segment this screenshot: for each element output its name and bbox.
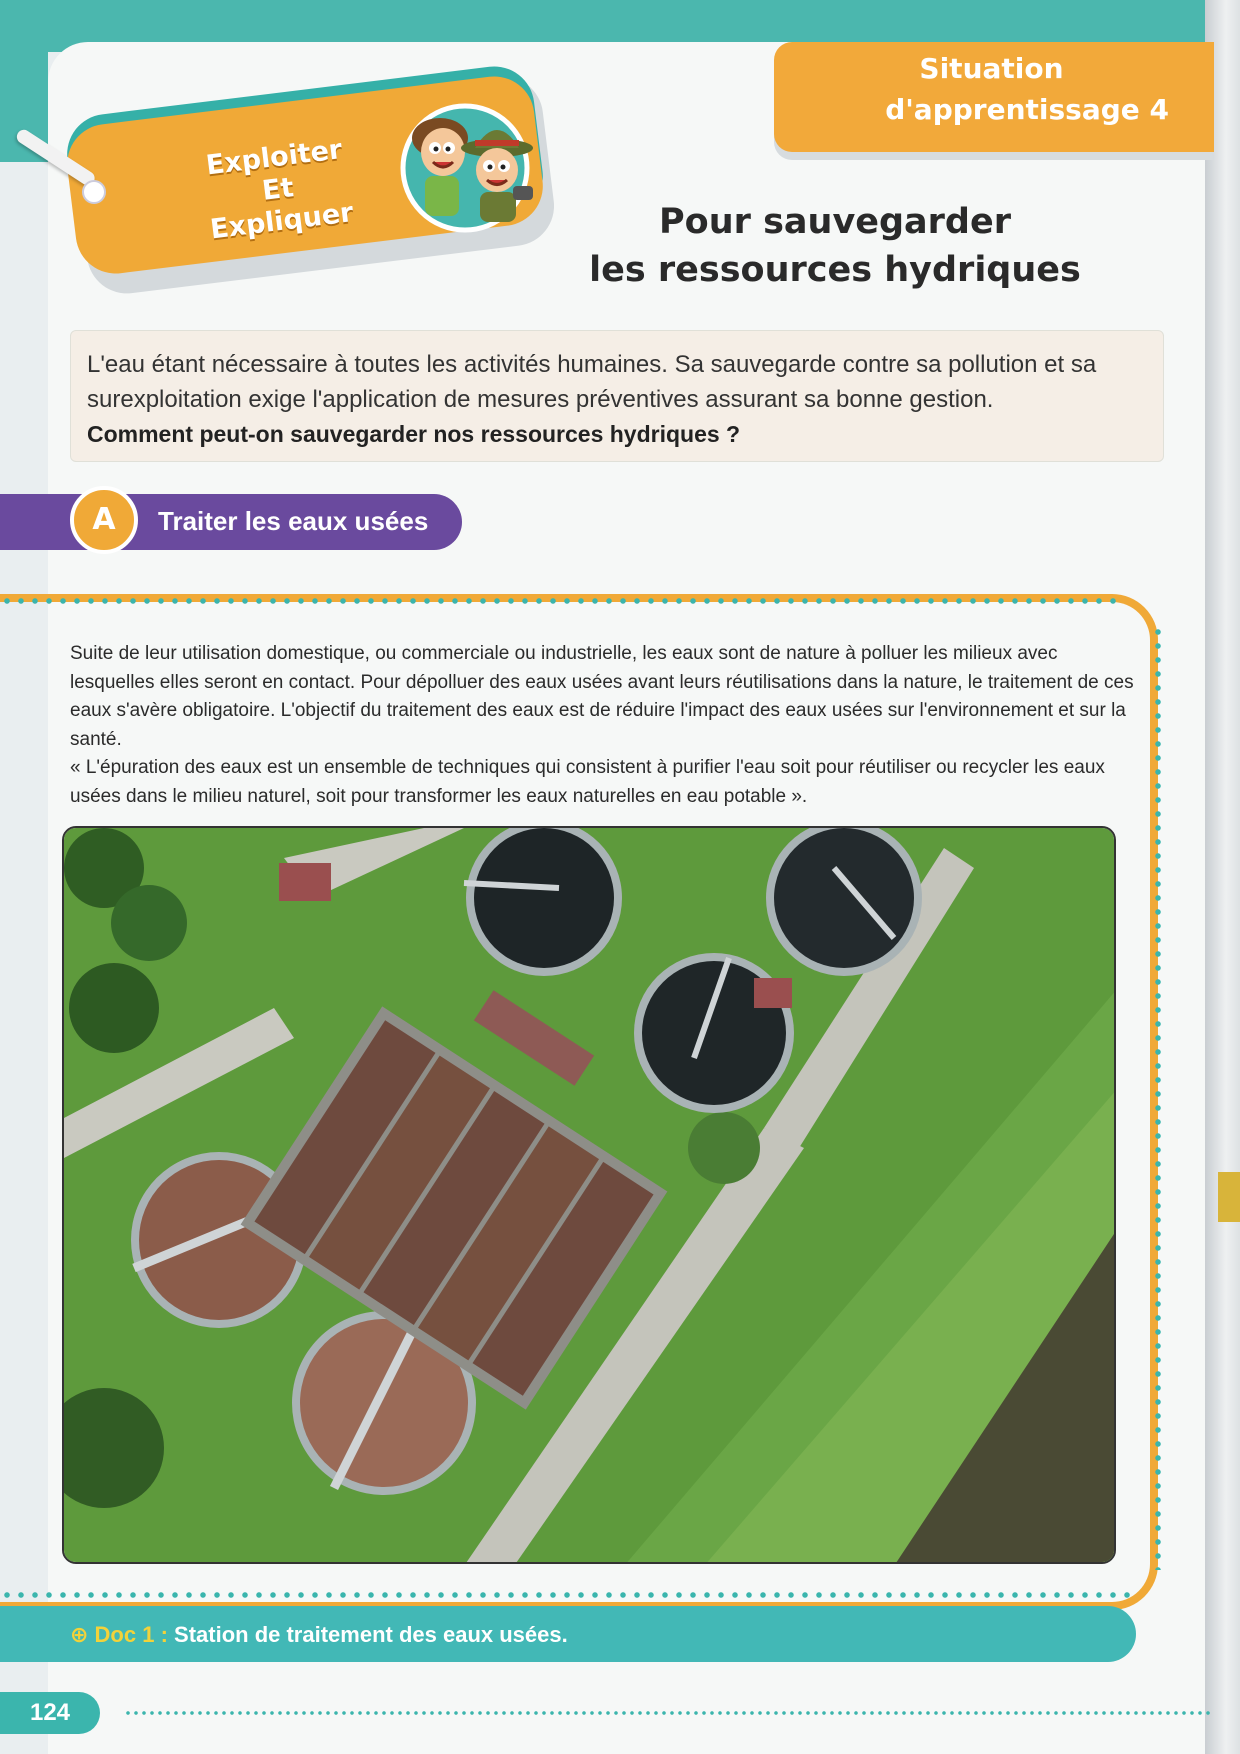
dotted-border-right [1155, 625, 1161, 1570]
badge-line1: Exploiter [204, 134, 344, 182]
situation-line1: Situation [919, 52, 1064, 85]
page-number: 124 [0, 1692, 100, 1734]
doc1-text [70, 640, 1134, 811]
treatment-plant-photo [62, 826, 1116, 1564]
intro-text: L'eau étant nécessaire à toutes les activités humaines. Sa sauvegarde contre sa pollution et sa surexploitation exige l'application de mesures préventives assurant sa bonne gestion. [87, 351, 1097, 413]
doc1-caption-label: ⊕ Doc 1 : [70, 1622, 168, 1647]
title-line1: Pour sauvegarder [659, 202, 1011, 242]
title-line2: les ressources hydriques [589, 250, 1081, 290]
footer-dotted-line [124, 1711, 1214, 1715]
situation-tab [774, 42, 1214, 152]
doc1-paragraph1: Suite de leur utilisation domestique, ou commerciale ou industrielle, les eaux sont de nature à polluer les milieux avec lesquelles elles seront en contact. Pour dépolluer des eaux usées avant leurs réutilisations dans la nature, le traitement de ces eaux s'avère obligatoire. L'objectif du traitement des eaux est de réduire l'impact des eaux usées sur l'environnement et sur la santé. [70, 643, 1134, 750]
intro-question: Comment peut-on sauvegarder nos ressources hydriques ? [87, 421, 741, 447]
pin-head-icon [82, 180, 106, 204]
explorer-kids-illustration [385, 90, 545, 240]
doc1-caption [70, 1622, 568, 1648]
page-edge-shadow [1205, 0, 1240, 1754]
aerial-view-illustration [64, 828, 1116, 1564]
page-title [560, 198, 1110, 294]
intro-box [70, 330, 1164, 462]
badge-line3: Expliquer [208, 197, 356, 246]
page-edge-tab [1218, 1172, 1240, 1222]
situation-line2: d'apprentissage 4 [885, 93, 1169, 126]
badge-line2: Et [260, 172, 296, 207]
doc1-paragraph2: « L'épuration des eaux est un ensemble de techniques qui consistent à purifier l'eau soit pour réutiliser ou recycler les eaux usées dans le milieu naturel, soit pour transformer les eaux naturelles en eau potable ». [70, 757, 1105, 807]
dotted-border-bottom [0, 1592, 1130, 1598]
section-a-title: Traiter les eaux usées [158, 506, 429, 536]
section-a-letter: A [70, 486, 138, 554]
dotted-border-top [0, 598, 1120, 604]
doc1-caption-text: Station de traitement des eaux usées. [174, 1622, 568, 1647]
